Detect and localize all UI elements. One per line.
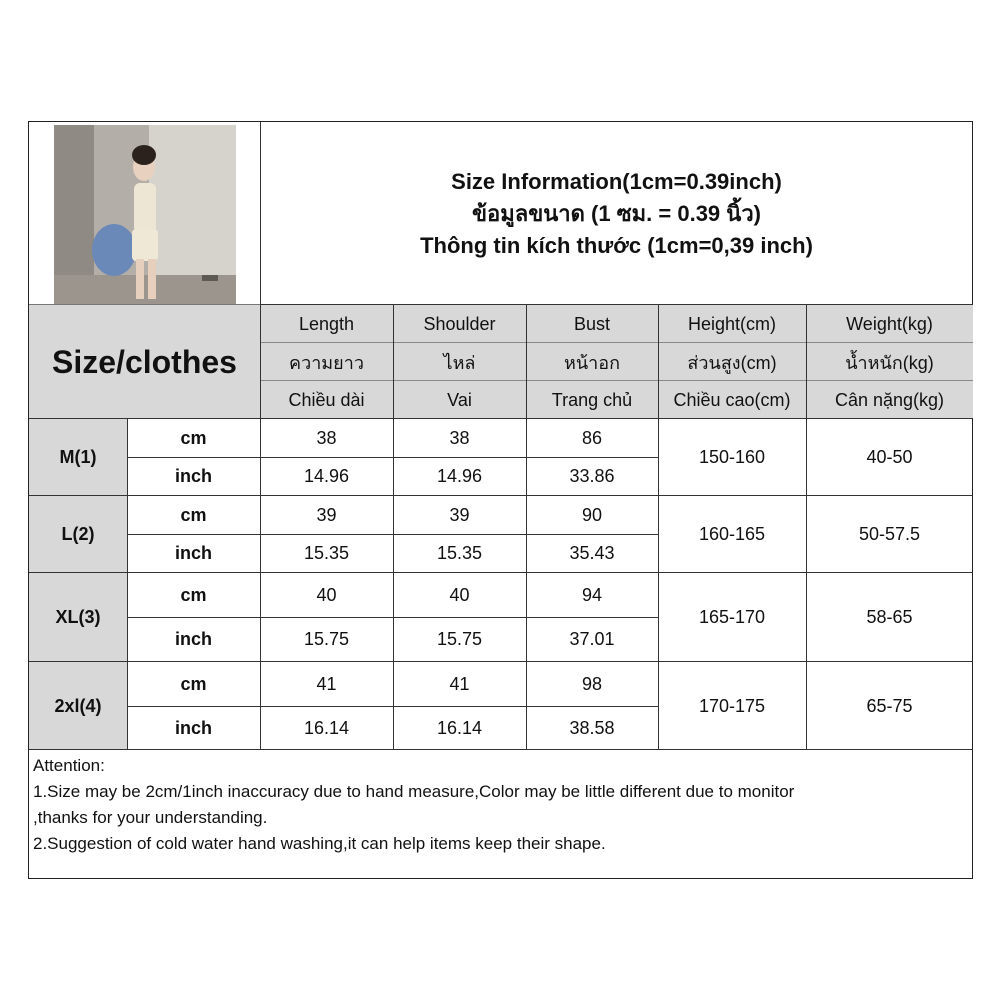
height-range: 165-170	[698, 607, 766, 627]
height-range: 160-165	[698, 524, 766, 544]
grid-line	[29, 418, 973, 419]
table-cell: 15.35	[303, 543, 350, 563]
title-thai: ข้อมูลขนาด (1 ซม. = 0.39 นิ้ว)	[471, 200, 761, 226]
col-bust-vi: Trang chủ	[526, 381, 658, 419]
size-label-xl: XL(3)	[29, 573, 127, 662]
unit-cm: cm	[180, 427, 207, 448]
grid-line	[806, 305, 807, 750]
weight-range: 58-65	[866, 607, 913, 627]
col-height-vi: Chiều cao(cm)	[658, 381, 806, 419]
attention-line: 2.Suggestion of cold water hand washing,it can help items keep their shape.	[33, 834, 606, 853]
attention-notes	[33, 753, 963, 857]
col-length-en: Length	[260, 305, 393, 343]
grid-line	[526, 305, 527, 750]
grid-line	[260, 122, 261, 750]
col-weight-en: Weight(kg)	[806, 305, 973, 343]
col-weight-th: น้ำหนัก(kg)	[806, 343, 973, 381]
size-chart	[28, 121, 973, 879]
height-range: 150-160	[698, 447, 766, 467]
col-shoulder-en: Shoulder	[393, 305, 526, 343]
col-weight-vi: Cân nặng(kg)	[806, 381, 973, 419]
unit-inch: inch	[174, 466, 212, 486]
col-shoulder-th: ไหล่	[393, 343, 526, 381]
attention-heading: Attention:	[33, 756, 105, 775]
col-height-en: Height(cm)	[658, 305, 806, 343]
grid-line	[29, 495, 973, 496]
model-illustration	[54, 125, 236, 304]
table-cell: 35.43	[569, 543, 615, 563]
col-shoulder-vi: Vai	[393, 381, 526, 419]
table-cell: 38.58	[569, 717, 615, 738]
title-vietnamese: Thông tin kích thước (1cm=0,39 inch)	[420, 232, 813, 258]
col-height-th: ส่วนสูง(cm)	[658, 343, 806, 381]
product-photo	[54, 125, 236, 304]
grid-line	[260, 380, 973, 381]
table-cell: 33.86	[569, 466, 615, 486]
col-length-vi: Chiều dài	[260, 381, 393, 419]
table-cell: 14.96	[303, 466, 350, 486]
grid-line	[29, 572, 973, 573]
size-label-l: L(2)	[29, 496, 127, 573]
unit-cm: cm	[180, 584, 207, 605]
unit-inch: inch	[174, 543, 212, 563]
table-cell: 15.75	[303, 629, 350, 649]
col-bust-th: หน้าอก	[526, 343, 658, 381]
weight-range: 50-57.5	[858, 524, 921, 544]
table-cell: 41	[316, 673, 337, 694]
unit-cm: cm	[180, 673, 207, 694]
grid-line	[260, 304, 973, 305]
table-cell: 40	[449, 584, 470, 605]
col-bust-en: Bust	[526, 305, 658, 343]
col-length-th: ความยาว	[260, 343, 393, 381]
grid-line	[127, 419, 128, 750]
attention-line: ,thanks for your understanding.	[33, 808, 268, 827]
table-cell: 15.35	[436, 543, 483, 563]
table-cell: 16.14	[436, 717, 483, 738]
table-cell: 38	[316, 427, 337, 448]
height-range: 170-175	[698, 695, 766, 716]
unit-inch: inch	[174, 717, 212, 738]
table-cell: 37.01	[569, 629, 615, 649]
table-cell: 15.75	[436, 629, 483, 649]
attention-line: 1.Size may be 2cm/1inch inaccuracy due to hand measure,Color may be little different due to monitor	[33, 782, 795, 801]
table-cell: 41	[449, 673, 470, 694]
table-cell: 39	[449, 504, 470, 525]
size-label-2xl: 2xl(4)	[29, 662, 127, 750]
table-cell: 98	[581, 673, 603, 694]
table-cell: 14.96	[436, 466, 483, 486]
size-label-m: M(1)	[29, 419, 127, 496]
table-cell: 39	[316, 504, 337, 525]
grid-line	[29, 749, 973, 750]
size-info-title	[260, 122, 973, 305]
grid-line	[393, 305, 394, 750]
table-cell: 94	[581, 584, 603, 605]
table-cell: 90	[581, 504, 603, 525]
grid-line	[260, 342, 973, 343]
weight-range: 65-75	[866, 695, 913, 716]
corner-label: Size/clothes	[29, 305, 260, 419]
table-cell: 86	[581, 427, 603, 448]
title-english: Size Information(1cm=0.39inch)	[451, 168, 782, 194]
table-cell: 38	[449, 427, 470, 448]
unit-cm: cm	[180, 504, 207, 525]
grid-line	[29, 661, 973, 662]
table-cell: 40	[316, 584, 337, 605]
grid-line	[658, 305, 659, 750]
table-cell: 16.14	[303, 717, 350, 738]
unit-inch: inch	[174, 629, 212, 649]
weight-range: 40-50	[866, 447, 913, 467]
grid-line	[29, 304, 260, 305]
